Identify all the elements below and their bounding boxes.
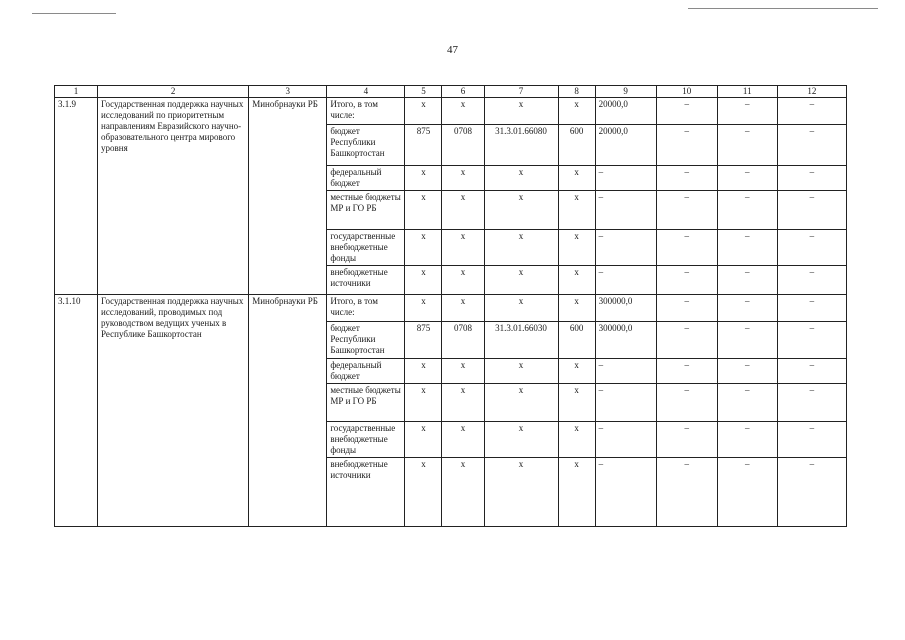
funding-source-cell: Итого, в том числе:	[327, 295, 405, 322]
amount-2020-cell: –	[656, 384, 717, 422]
executor-cell: Минобрнауки РБ	[249, 98, 327, 295]
target-article-cell: х	[484, 230, 558, 266]
expense-type-cell: 600	[558, 322, 595, 359]
kbk-ministry-cell: х	[405, 98, 442, 125]
item-number-cell: 3.1.9	[55, 98, 98, 295]
funding-source-cell: государственные внебюджетные фонды	[327, 230, 405, 266]
amount-2020-cell: –	[656, 322, 717, 359]
kbk-ministry-cell: х	[405, 422, 442, 458]
amount-2020-cell: –	[656, 359, 717, 384]
amount-2022-cell: –	[777, 191, 846, 230]
kbk-ministry-cell: х	[405, 384, 442, 422]
amount-2022-cell: –	[777, 266, 846, 295]
amount-2019-cell: –	[595, 359, 656, 384]
section-code-cell: 0708	[442, 125, 484, 166]
column-header: 4	[327, 86, 405, 98]
amount-2021-cell: –	[717, 191, 777, 230]
table-body	[55, 86, 847, 527]
expense-type-cell: х	[558, 422, 595, 458]
target-article-cell: х	[484, 98, 558, 125]
section-code-cell: х	[442, 384, 484, 422]
amount-2019-cell: –	[595, 384, 656, 422]
target-article-cell: х	[484, 266, 558, 295]
scan-artifact-top-right	[688, 8, 878, 9]
funding-source-cell: федеральный бюджет	[327, 166, 405, 191]
target-article-cell: х	[484, 166, 558, 191]
kbk-ministry-cell: х	[405, 295, 442, 322]
executor-cell: Минобрнауки РБ	[249, 295, 327, 527]
kbk-ministry-cell: х	[405, 359, 442, 384]
expense-type-cell: х	[558, 266, 595, 295]
amount-2020-cell: –	[656, 98, 717, 125]
column-header: 11	[717, 86, 777, 98]
section-code-cell: х	[442, 166, 484, 191]
amount-2022-cell: –	[777, 359, 846, 384]
expense-type-cell: х	[558, 359, 595, 384]
kbk-ministry-cell: х	[405, 230, 442, 266]
amount-2020-cell: –	[656, 125, 717, 166]
amount-2020-cell: –	[656, 295, 717, 322]
expense-type-cell: х	[558, 98, 595, 125]
target-article-cell: х	[484, 191, 558, 230]
amount-2021-cell: –	[717, 230, 777, 266]
section-code-cell: х	[442, 458, 484, 527]
amount-2021-cell: –	[717, 322, 777, 359]
funding-source-cell: местные бюджеты МР и ГО РБ	[327, 191, 405, 230]
amount-2022-cell: –	[777, 125, 846, 166]
amount-2020-cell: –	[656, 266, 717, 295]
amount-2022-cell: –	[777, 458, 846, 527]
amount-2022-cell: –	[777, 295, 846, 322]
target-article-cell: 31.3.01.66080	[484, 125, 558, 166]
column-header: 5	[405, 86, 442, 98]
expense-type-cell: 600	[558, 125, 595, 166]
amount-2019-cell: 300000,0	[595, 295, 656, 322]
amount-2020-cell: –	[656, 422, 717, 458]
scan-artifact-top-left	[32, 13, 116, 14]
amount-2020-cell: –	[656, 458, 717, 527]
expense-type-cell: х	[558, 191, 595, 230]
amount-2019-cell: 20000,0	[595, 98, 656, 125]
column-header: 12	[777, 86, 846, 98]
amount-2021-cell: –	[717, 98, 777, 125]
amount-2021-cell: –	[717, 125, 777, 166]
item-number-cell: 3.1.10	[55, 295, 98, 527]
column-header: 8	[558, 86, 595, 98]
section-code-cell: х	[442, 295, 484, 322]
expense-type-cell: х	[558, 384, 595, 422]
kbk-ministry-cell: х	[405, 191, 442, 230]
page-number: 47	[447, 44, 458, 56]
amount-2022-cell: –	[777, 384, 846, 422]
amount-2021-cell: –	[717, 166, 777, 191]
amount-2020-cell: –	[656, 230, 717, 266]
table-row	[55, 295, 847, 322]
kbk-ministry-cell: 875	[405, 125, 442, 166]
program-title-cell: Государственная поддержка научных исследований, проводимых под руководством ведущих ученых в Республике Башкортостан	[98, 295, 249, 527]
target-article-cell: 31.3.01.66030	[484, 322, 558, 359]
amount-2022-cell: –	[777, 166, 846, 191]
kbk-ministry-cell: 875	[405, 322, 442, 359]
kbk-ministry-cell: х	[405, 458, 442, 527]
funding-source-cell: Итого, в том числе:	[327, 98, 405, 125]
funding-source-cell: государственные внебюджетные фонды	[327, 422, 405, 458]
column-header: 3	[249, 86, 327, 98]
column-header: 9	[595, 86, 656, 98]
expense-type-cell: х	[558, 230, 595, 266]
column-header: 7	[484, 86, 558, 98]
target-article-cell: х	[484, 458, 558, 527]
amount-2021-cell: –	[717, 295, 777, 322]
budget-table	[54, 85, 847, 527]
amount-2019-cell: –	[595, 458, 656, 527]
section-code-cell: х	[442, 98, 484, 125]
expense-type-cell: х	[558, 458, 595, 527]
section-code-cell: х	[442, 230, 484, 266]
funding-source-cell: внебюджетные источники	[327, 458, 405, 527]
amount-2019-cell: 300000,0	[595, 322, 656, 359]
amount-2020-cell: –	[656, 166, 717, 191]
program-title-cell: Государственная поддержка научных исследований по приоритетным направлениям Евразийского научно-образовательного центра мирового уровня	[98, 98, 249, 295]
kbk-ministry-cell: х	[405, 266, 442, 295]
amount-2019-cell: –	[595, 422, 656, 458]
amount-2020-cell: –	[656, 191, 717, 230]
target-article-cell: х	[484, 384, 558, 422]
amount-2019-cell: –	[595, 266, 656, 295]
amount-2021-cell: –	[717, 458, 777, 527]
amount-2019-cell: 20000,0	[595, 125, 656, 166]
funding-source-cell: бюджет Республики Башкортостан	[327, 125, 405, 166]
expense-type-cell: х	[558, 295, 595, 322]
amount-2021-cell: –	[717, 384, 777, 422]
section-code-cell: х	[442, 266, 484, 295]
section-code-cell: х	[442, 359, 484, 384]
section-code-cell: х	[442, 422, 484, 458]
column-header: 2	[98, 86, 249, 98]
expense-type-cell: х	[558, 166, 595, 191]
amount-2019-cell: –	[595, 166, 656, 191]
column-header: 10	[656, 86, 717, 98]
column-number-header-row	[55, 86, 847, 98]
amount-2022-cell: –	[777, 230, 846, 266]
amount-2022-cell: –	[777, 98, 846, 125]
target-article-cell: х	[484, 295, 558, 322]
amount-2021-cell: –	[717, 359, 777, 384]
funding-source-cell: федеральный бюджет	[327, 359, 405, 384]
amount-2019-cell: –	[595, 230, 656, 266]
amount-2019-cell: –	[595, 191, 656, 230]
target-article-cell: х	[484, 359, 558, 384]
funding-source-cell: внебюджетные источники	[327, 266, 405, 295]
funding-source-cell: местные бюджеты МР и ГО РБ	[327, 384, 405, 422]
amount-2022-cell: –	[777, 422, 846, 458]
column-header: 6	[442, 86, 484, 98]
target-article-cell: х	[484, 422, 558, 458]
section-code-cell: х	[442, 191, 484, 230]
kbk-ministry-cell: х	[405, 166, 442, 191]
amount-2021-cell: –	[717, 266, 777, 295]
table-row	[55, 98, 847, 125]
funding-source-cell: бюджет Республики Башкортостан	[327, 322, 405, 359]
amount-2022-cell: –	[777, 322, 846, 359]
column-header: 1	[55, 86, 98, 98]
section-code-cell: 0708	[442, 322, 484, 359]
amount-2021-cell: –	[717, 422, 777, 458]
